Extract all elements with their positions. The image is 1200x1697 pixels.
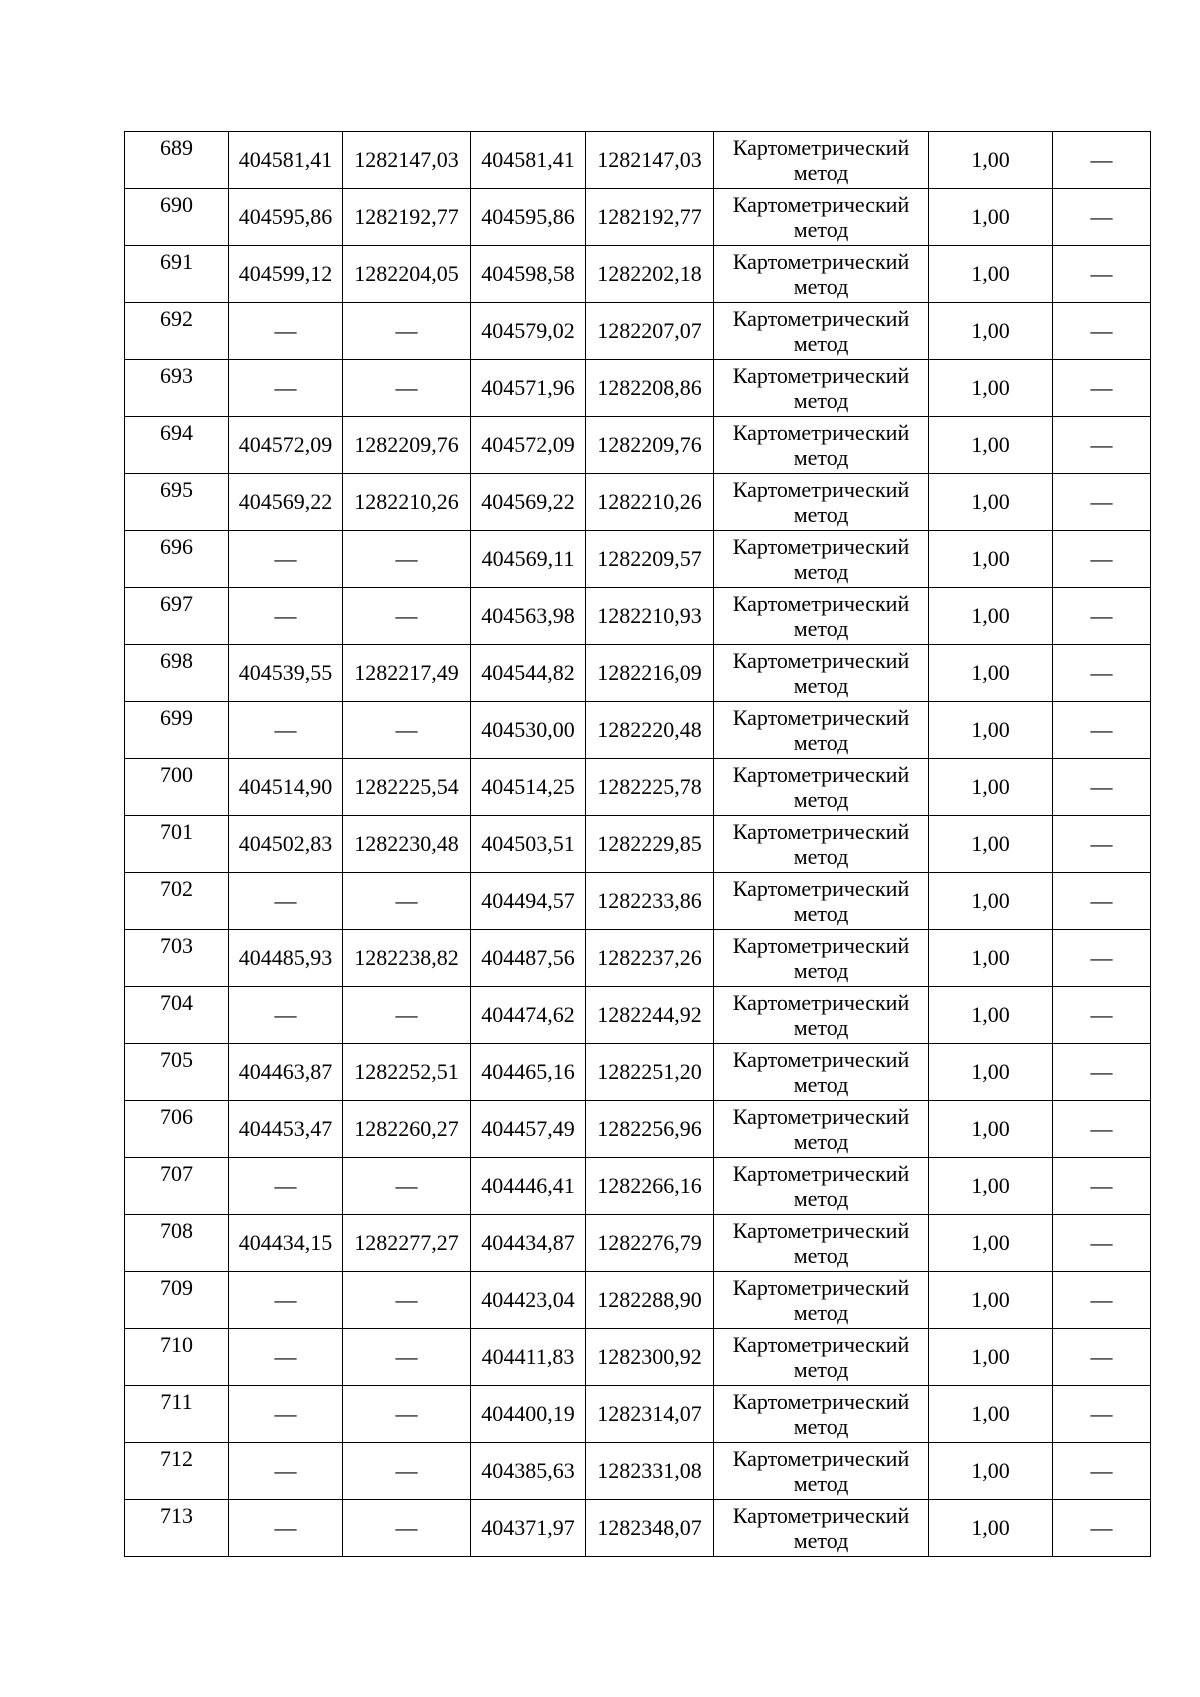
new-y-cell: 1282209,57 [586, 531, 714, 588]
method-line-2: метод [793, 844, 849, 869]
new-x-cell: 404530,00 [471, 702, 586, 759]
point-number-cell: 704 [125, 987, 229, 1044]
existing-x-cell: — [229, 1443, 343, 1500]
existing-y-cell: — [343, 1443, 471, 1500]
description-cell: — [1053, 531, 1151, 588]
description-cell: — [1053, 873, 1151, 930]
accuracy-cell: 1,00 [929, 1101, 1053, 1158]
table-row [125, 1272, 1151, 1329]
accuracy-cell: 1,00 [929, 588, 1053, 645]
new-x-cell: 404487,56 [471, 930, 586, 987]
method-line-2: метод [793, 1072, 849, 1097]
new-y-cell: 1282220,48 [586, 702, 714, 759]
new-x-cell: 404446,41 [471, 1158, 586, 1215]
new-y-cell: 1282314,07 [586, 1386, 714, 1443]
new-x-cell: 404503,51 [471, 816, 586, 873]
method-line-1: Картометрический [732, 591, 910, 616]
description-cell: — [1053, 417, 1151, 474]
existing-x-cell: 404581,41 [229, 132, 343, 189]
method-line-2: метод [793, 1471, 849, 1496]
new-y-cell: 1282288,90 [586, 1272, 714, 1329]
new-y-cell: 1282210,26 [586, 474, 714, 531]
new-y-cell: 1282256,96 [586, 1101, 714, 1158]
existing-x-cell: 404539,55 [229, 645, 343, 702]
table-row [125, 873, 1151, 930]
existing-y-cell: — [343, 1500, 471, 1557]
new-y-cell: 1282276,79 [586, 1215, 714, 1272]
description-cell: — [1053, 1215, 1151, 1272]
accuracy-cell: 1,00 [929, 1272, 1053, 1329]
new-x-cell: 404571,96 [471, 360, 586, 417]
description-cell: — [1053, 588, 1151, 645]
method-line-2: метод [793, 559, 849, 584]
new-x-cell: 404371,97 [471, 1500, 586, 1557]
new-x-cell: 404400,19 [471, 1386, 586, 1443]
method-cell [714, 132, 929, 189]
point-number-cell: 703 [125, 930, 229, 987]
existing-x-cell: 404463,87 [229, 1044, 343, 1101]
method-line-1: Картометрический [732, 762, 910, 787]
method-cell [714, 1272, 929, 1329]
new-x-cell: 404579,02 [471, 303, 586, 360]
method-line-1: Картометрический [732, 249, 910, 274]
table-row [125, 1500, 1151, 1557]
table-row [125, 1215, 1151, 1272]
new-y-cell: 1282147,03 [586, 132, 714, 189]
existing-x-cell: 404599,12 [229, 246, 343, 303]
method-line-2: метод [793, 1357, 849, 1382]
accuracy-cell: 1,00 [929, 1215, 1053, 1272]
method-cell [714, 1215, 929, 1272]
existing-x-cell: — [229, 702, 343, 759]
accuracy-cell: 1,00 [929, 645, 1053, 702]
method-cell [714, 873, 929, 930]
existing-y-cell: — [343, 1329, 471, 1386]
method-line-1: Картометрический [732, 477, 910, 502]
method-cell [714, 1500, 929, 1557]
existing-x-cell: 404502,83 [229, 816, 343, 873]
existing-x-cell: 404572,09 [229, 417, 343, 474]
new-x-cell: 404569,11 [471, 531, 586, 588]
method-line-1: Картометрический [732, 990, 910, 1015]
new-x-cell: 404474,62 [471, 987, 586, 1044]
table-row [125, 1329, 1151, 1386]
table-row [125, 531, 1151, 588]
description-cell: — [1053, 645, 1151, 702]
description-cell: — [1053, 246, 1151, 303]
accuracy-cell: 1,00 [929, 474, 1053, 531]
new-x-cell: 404465,16 [471, 1044, 586, 1101]
table-row [125, 132, 1151, 189]
point-number-cell: 710 [125, 1329, 229, 1386]
new-x-cell: 404581,41 [471, 132, 586, 189]
method-line-1: Картометрический [732, 420, 910, 445]
method-cell [714, 474, 929, 531]
accuracy-cell: 1,00 [929, 1386, 1053, 1443]
table-row [125, 474, 1151, 531]
point-number-cell: 691 [125, 246, 229, 303]
existing-x-cell: — [229, 1158, 343, 1215]
method-line-1: Картометрический [732, 135, 910, 160]
new-y-cell: 1282202,18 [586, 246, 714, 303]
description-cell: — [1053, 132, 1151, 189]
method-line-1: Картометрический [732, 1275, 910, 1300]
accuracy-cell: 1,00 [929, 531, 1053, 588]
method-line-1: Картометрический [732, 534, 910, 559]
table-row [125, 759, 1151, 816]
new-y-cell: 1282300,92 [586, 1329, 714, 1386]
existing-x-cell: 404485,93 [229, 930, 343, 987]
accuracy-cell: 1,00 [929, 1044, 1053, 1101]
point-number-cell: 700 [125, 759, 229, 816]
method-cell [714, 702, 929, 759]
method-line-2: метод [793, 730, 849, 755]
accuracy-cell: 1,00 [929, 417, 1053, 474]
method-line-2: метод [793, 1528, 849, 1553]
method-cell [714, 759, 929, 816]
description-cell: — [1053, 930, 1151, 987]
point-number-cell: 699 [125, 702, 229, 759]
new-y-cell: 1282225,78 [586, 759, 714, 816]
description-cell: — [1053, 987, 1151, 1044]
existing-y-cell: 1282192,77 [343, 189, 471, 246]
method-line-1: Картометрический [732, 306, 910, 331]
accuracy-cell: 1,00 [929, 987, 1053, 1044]
method-line-1: Картометрический [732, 1503, 910, 1528]
new-x-cell: 404457,49 [471, 1101, 586, 1158]
method-line-2: метод [793, 160, 849, 185]
new-x-cell: 404595,86 [471, 189, 586, 246]
method-line-1: Картометрический [732, 705, 910, 730]
method-line-2: метод [793, 1129, 849, 1154]
accuracy-cell: 1,00 [929, 189, 1053, 246]
point-number-cell: 693 [125, 360, 229, 417]
description-cell: — [1053, 303, 1151, 360]
new-y-cell: 1282210,93 [586, 588, 714, 645]
point-number-cell: 696 [125, 531, 229, 588]
method-cell [714, 816, 929, 873]
table-row [125, 1386, 1151, 1443]
method-line-1: Картометрический [732, 1446, 910, 1471]
method-line-1: Картометрический [732, 192, 910, 217]
point-number-cell: 708 [125, 1215, 229, 1272]
table-row [125, 987, 1151, 1044]
new-y-cell: 1282348,07 [586, 1500, 714, 1557]
method-line-1: Картометрический [732, 933, 910, 958]
method-line-2: метод [793, 787, 849, 812]
existing-y-cell: 1282225,54 [343, 759, 471, 816]
method-cell [714, 1443, 929, 1500]
method-cell [714, 360, 929, 417]
existing-y-cell: — [343, 1158, 471, 1215]
new-y-cell: 1282229,85 [586, 816, 714, 873]
table-row [125, 246, 1151, 303]
new-y-cell: 1282266,16 [586, 1158, 714, 1215]
description-cell: — [1053, 759, 1151, 816]
point-number-cell: 712 [125, 1443, 229, 1500]
existing-y-cell: 1282147,03 [343, 132, 471, 189]
table-row [125, 588, 1151, 645]
method-line-2: метод [793, 331, 849, 356]
accuracy-cell: 1,00 [929, 702, 1053, 759]
table-row [125, 1101, 1151, 1158]
method-line-1: Картометрический [732, 1218, 910, 1243]
existing-x-cell: — [229, 1329, 343, 1386]
description-cell: — [1053, 1272, 1151, 1329]
point-number-cell: 697 [125, 588, 229, 645]
existing-x-cell: — [229, 588, 343, 645]
method-cell [714, 246, 929, 303]
new-y-cell: 1282233,86 [586, 873, 714, 930]
description-cell: — [1053, 816, 1151, 873]
method-cell [714, 1158, 929, 1215]
method-cell [714, 417, 929, 474]
accuracy-cell: 1,00 [929, 1443, 1053, 1500]
new-y-cell: 1282216,09 [586, 645, 714, 702]
existing-x-cell: 404569,22 [229, 474, 343, 531]
existing-y-cell: — [343, 1272, 471, 1329]
method-line-1: Картометрический [732, 1332, 910, 1357]
method-line-2: метод [793, 958, 849, 983]
description-cell: — [1053, 1158, 1151, 1215]
description-cell: — [1053, 474, 1151, 531]
table-row [125, 1044, 1151, 1101]
method-cell [714, 645, 929, 702]
new-x-cell: 404514,25 [471, 759, 586, 816]
method-line-2: метод [793, 673, 849, 698]
existing-x-cell: 404514,90 [229, 759, 343, 816]
existing-y-cell: — [343, 702, 471, 759]
description-cell: — [1053, 1386, 1151, 1443]
new-x-cell: 404385,63 [471, 1443, 586, 1500]
point-number-cell: 689 [125, 132, 229, 189]
existing-x-cell: 404453,47 [229, 1101, 343, 1158]
accuracy-cell: 1,00 [929, 816, 1053, 873]
method-line-2: метод [793, 1414, 849, 1439]
existing-x-cell: — [229, 360, 343, 417]
point-number-cell: 711 [125, 1386, 229, 1443]
existing-y-cell: 1282209,76 [343, 417, 471, 474]
point-number-cell: 705 [125, 1044, 229, 1101]
point-number-cell: 713 [125, 1500, 229, 1557]
accuracy-cell: 1,00 [929, 1500, 1053, 1557]
table-row [125, 303, 1151, 360]
new-x-cell: 404544,82 [471, 645, 586, 702]
method-line-1: Картометрический [732, 1161, 910, 1186]
method-line-1: Картометрический [732, 1104, 910, 1129]
description-cell: — [1053, 1101, 1151, 1158]
point-number-cell: 709 [125, 1272, 229, 1329]
point-number-cell: 707 [125, 1158, 229, 1215]
existing-x-cell: — [229, 531, 343, 588]
new-y-cell: 1282237,26 [586, 930, 714, 987]
accuracy-cell: 1,00 [929, 759, 1053, 816]
existing-y-cell: 1282277,27 [343, 1215, 471, 1272]
existing-x-cell: 404595,86 [229, 189, 343, 246]
existing-y-cell: — [343, 531, 471, 588]
existing-y-cell: 1282230,48 [343, 816, 471, 873]
method-cell [714, 1044, 929, 1101]
existing-y-cell: 1282217,49 [343, 645, 471, 702]
method-line-2: метод [793, 1186, 849, 1211]
point-number-cell: 706 [125, 1101, 229, 1158]
method-cell [714, 531, 929, 588]
method-line-2: метод [793, 274, 849, 299]
existing-y-cell: 1282210,26 [343, 474, 471, 531]
method-line-2: метод [793, 502, 849, 527]
existing-y-cell: — [343, 987, 471, 1044]
table-row [125, 360, 1151, 417]
accuracy-cell: 1,00 [929, 303, 1053, 360]
description-cell: — [1053, 360, 1151, 417]
table-row [125, 1158, 1151, 1215]
accuracy-cell: 1,00 [929, 1158, 1053, 1215]
point-number-cell: 690 [125, 189, 229, 246]
existing-x-cell: — [229, 1386, 343, 1443]
method-line-2: метод [793, 1300, 849, 1325]
point-number-cell: 694 [125, 417, 229, 474]
table-row [125, 189, 1151, 246]
point-number-cell: 701 [125, 816, 229, 873]
existing-y-cell: — [343, 360, 471, 417]
existing-x-cell: — [229, 1272, 343, 1329]
accuracy-cell: 1,00 [929, 873, 1053, 930]
existing-x-cell: — [229, 1500, 343, 1557]
new-y-cell: 1282208,86 [586, 360, 714, 417]
description-cell: — [1053, 1044, 1151, 1101]
new-x-cell: 404423,04 [471, 1272, 586, 1329]
existing-x-cell: — [229, 873, 343, 930]
existing-y-cell: — [343, 303, 471, 360]
method-line-1: Картометрический [732, 363, 910, 388]
new-x-cell: 404434,87 [471, 1215, 586, 1272]
description-cell: — [1053, 1500, 1151, 1557]
description-cell: — [1053, 702, 1151, 759]
method-cell [714, 1329, 929, 1386]
table-row [125, 930, 1151, 987]
coordinates-table [124, 131, 1151, 1557]
method-line-2: метод [793, 901, 849, 926]
new-x-cell: 404563,98 [471, 588, 586, 645]
method-line-2: метод [793, 1243, 849, 1268]
accuracy-cell: 1,00 [929, 360, 1053, 417]
existing-x-cell: — [229, 303, 343, 360]
point-number-cell: 692 [125, 303, 229, 360]
method-cell [714, 1101, 929, 1158]
existing-x-cell: 404434,15 [229, 1215, 343, 1272]
existing-y-cell: 1282204,05 [343, 246, 471, 303]
table-row [125, 702, 1151, 759]
method-line-2: метод [793, 445, 849, 470]
method-line-1: Картометрический [732, 876, 910, 901]
existing-x-cell: — [229, 987, 343, 1044]
table-row [125, 1443, 1151, 1500]
new-y-cell: 1282209,76 [586, 417, 714, 474]
method-cell [714, 588, 929, 645]
point-number-cell: 695 [125, 474, 229, 531]
method-line-1: Картометрический [732, 1047, 910, 1072]
method-cell [714, 1386, 929, 1443]
existing-y-cell: — [343, 873, 471, 930]
method-line-2: метод [793, 1015, 849, 1040]
table-row [125, 645, 1151, 702]
new-y-cell: 1282331,08 [586, 1443, 714, 1500]
new-x-cell: 404411,83 [471, 1329, 586, 1386]
method-cell [714, 189, 929, 246]
accuracy-cell: 1,00 [929, 132, 1053, 189]
method-line-1: Картометрический [732, 1389, 910, 1414]
new-x-cell: 404572,09 [471, 417, 586, 474]
new-x-cell: 404569,22 [471, 474, 586, 531]
description-cell: — [1053, 1443, 1151, 1500]
method-cell [714, 987, 929, 1044]
new-y-cell: 1282244,92 [586, 987, 714, 1044]
new-y-cell: 1282192,77 [586, 189, 714, 246]
description-cell: — [1053, 189, 1151, 246]
existing-y-cell: 1282238,82 [343, 930, 471, 987]
accuracy-cell: 1,00 [929, 1329, 1053, 1386]
accuracy-cell: 1,00 [929, 246, 1053, 303]
method-cell [714, 303, 929, 360]
coordinates-table-body [125, 132, 1151, 1557]
method-cell [714, 930, 929, 987]
existing-y-cell: — [343, 1386, 471, 1443]
description-cell: — [1053, 1329, 1151, 1386]
method-line-1: Картометрический [732, 819, 910, 844]
table-row [125, 816, 1151, 873]
method-line-1: Картометрический [732, 648, 910, 673]
new-y-cell: 1282207,07 [586, 303, 714, 360]
new-x-cell: 404494,57 [471, 873, 586, 930]
method-line-2: метод [793, 616, 849, 641]
point-number-cell: 702 [125, 873, 229, 930]
existing-y-cell: 1282260,27 [343, 1101, 471, 1158]
existing-y-cell: — [343, 588, 471, 645]
accuracy-cell: 1,00 [929, 930, 1053, 987]
method-line-2: метод [793, 388, 849, 413]
new-x-cell: 404598,58 [471, 246, 586, 303]
method-line-2: метод [793, 217, 849, 242]
new-y-cell: 1282251,20 [586, 1044, 714, 1101]
existing-y-cell: 1282252,51 [343, 1044, 471, 1101]
point-number-cell: 698 [125, 645, 229, 702]
table-row [125, 417, 1151, 474]
